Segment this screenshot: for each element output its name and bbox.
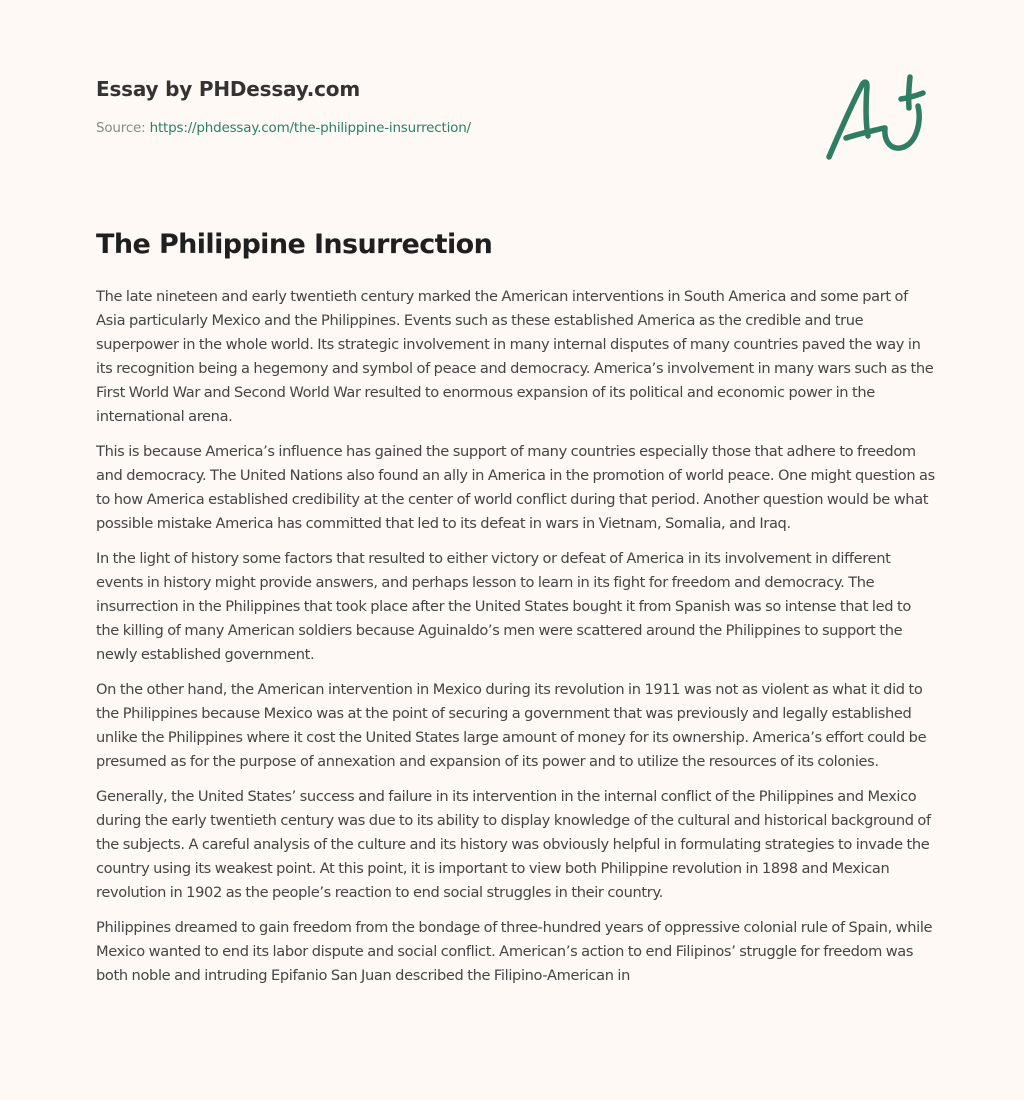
source-link[interactable]: https://phdessay.com/the-philippine-insurrection/ (149, 120, 471, 136)
essay-title: The Philippine Insurrection (96, 229, 493, 260)
essay-paragraph: Generally, the United States’ success and failure in its intervention in the internal conflict of the Philippines and Mexico during the early twentieth century was due to its ability to display knowledge of the cultural and historical background of the subjects. A careful analysis of the culture and its history was obviously helpful in formulating strategies to invade the country using its weakest point. At this point, it is important to view both Philippine revolution in 1898 and Mexican revolution in 1902 as the people’s reaction to end social struggles in their country. (96, 788, 931, 901)
essay-paragraph: In the light of history some factors that resulted to either victory or defeat of America in its involvement in different events in history might provide answers, and perhaps lesson to learn in its fight for freedom and democracy. The insurrection in the Philippines that took place after the United States bought it from Spanish was so intense that led to the killing of many American soldiers because Aguinaldo’s men were scattered around the Philippines to support the newly established government. (96, 550, 911, 663)
essay-paragraph: Philippines dreamed to gain freedom from the bondage of three-hundred years of oppressive colonial rule of Spain, while Mexico wanted to end its labor dispute and social conflict. American’s action to end Filipinos’ struggle for freedom was both noble and intruding Epifanio San Juan described the Filipino-American in (96, 919, 933, 984)
source-line (96, 118, 936, 138)
source-label: Source: (96, 120, 150, 136)
essay-paragraph: The late nineteen and early twentieth century marked the American interventions in South America and some part of Asia particularly Mexico and the Philippines. Events such as these established America as the credible and true superpower in the whole world. Its strategic involvement in many internal disputes of many countries paved the way in its recognition being a hegemony and symbol of peace and democracy. America’s involvement in many wars such as the First World War and Second World War resulted to enormous expansion of its political and economic power in the international arena. (96, 288, 934, 425)
essay-paragraph: On the other hand, the American intervention in Mexico during its revolution in 1911 was not as violent as what it did to the Philippines because Mexico was at the point of securing a government that was previously and legally established unlike the Philippines where it cost the United States large amount of money for its ownership. America’s effort could be presumed as for the purpose of annexation and expansion of its power and to utilize the resources of its colonies. (96, 681, 927, 770)
site-title: Essay by PHDessay.com (96, 77, 360, 101)
document-header (96, 74, 936, 138)
a-plus-grade-icon (822, 68, 928, 164)
essay-paragraph: This is because America’s influence has gained the support of many countries especially those that adhere to freedom and democracy. The United Nations also found an ally in America in the promotion of world peace. One might question as to how America established credibility at the center of world conflict during that period. Another question would be what possible mistake America has committed that led to its defeat in wars in Vietnam, Somalia, and Iraq. (96, 443, 935, 532)
essay-body (96, 285, 936, 999)
